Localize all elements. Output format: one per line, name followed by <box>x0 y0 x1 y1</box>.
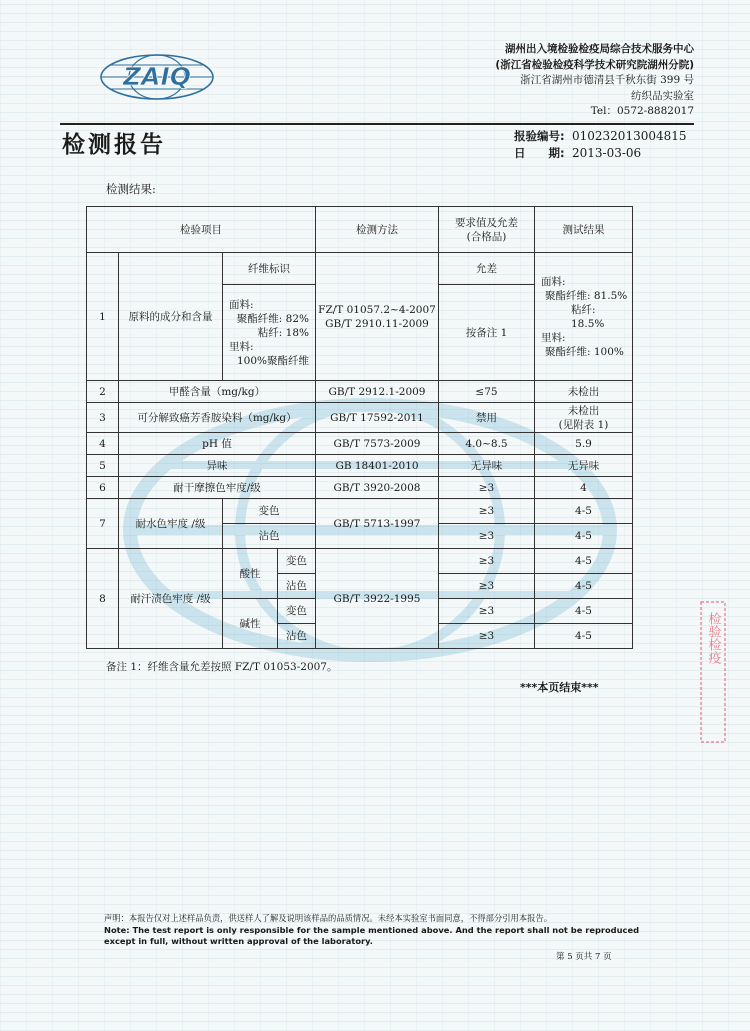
row-req: ≥3 <box>439 574 535 599</box>
group-label: 碱性 <box>223 599 278 649</box>
sub-label: 变色 <box>223 499 316 524</box>
row-req: ≥3 <box>439 624 535 649</box>
method-line: GB/T 2910.11-2009 <box>325 317 429 330</box>
org-lab: 纺织品实验室 <box>631 89 694 102</box>
row-req: ≥3 <box>439 599 535 624</box>
row-item: 原料的成分和含量 <box>119 253 223 381</box>
result-line: 粘纤: 18.5% <box>571 303 605 330</box>
result-line: 聚酯纤维: 100% <box>545 345 624 358</box>
row-no: 3 <box>87 403 119 433</box>
fiber-line: 聚酯纤维: 82% <box>236 312 309 325</box>
report-date-label: 日 期: <box>514 146 565 160</box>
row-result <box>535 403 633 433</box>
row-req: ≥3 <box>439 524 535 549</box>
row-no: 8 <box>87 549 119 649</box>
report-meta <box>514 128 687 162</box>
row-method: GB/T 7573-2009 <box>316 433 439 455</box>
row-item: 耐汗渍色牢度 /级 <box>119 549 223 649</box>
row-result <box>535 253 633 381</box>
disclaimer <box>104 913 664 948</box>
org-block <box>495 42 694 120</box>
header-rule <box>60 123 694 125</box>
sub-label: 变色 <box>278 549 316 574</box>
table-row <box>87 499 633 524</box>
table-header-row <box>87 207 633 253</box>
row-item: 耐水色牢度 /级 <box>119 499 223 549</box>
row-req-top: 允差 <box>439 253 535 285</box>
row-item: 甲醛含量（mg/kg） <box>119 381 316 403</box>
stamp-text: 检验检疫 <box>705 612 721 664</box>
row-result: 无异味 <box>535 455 633 477</box>
row-result: 4-5 <box>535 549 633 574</box>
disclaimer-cn: 声明：本报告仅对上述样品负责，供送样人了解及说明该样品的品质情况。未经本实验室书面同意，不得部分引用本报告。 <box>104 913 553 923</box>
header-method: 检测方法 <box>316 207 439 253</box>
row-no: 5 <box>87 455 119 477</box>
results-table <box>86 206 633 649</box>
row-method: GB/T 2912.1-2009 <box>316 381 439 403</box>
page-number: 第 5 页共 7 页 <box>556 952 612 962</box>
table-row <box>87 403 633 433</box>
row-method: GB/T 3920-2008 <box>316 477 439 499</box>
row-result: 4-5 <box>535 599 633 624</box>
row-req: 禁用 <box>439 403 535 433</box>
row-req: ≥3 <box>439 499 535 524</box>
org-subname: (浙江省检验检疫科学技术研究院湖州分院) <box>495 58 694 71</box>
fiber-line: 里料: <box>229 340 254 353</box>
fiber-line: 粘纤: 18% <box>257 326 309 339</box>
row-no: 2 <box>87 381 119 403</box>
result-line: (见附表 1) <box>558 418 609 431</box>
header-result: 测试结果 <box>535 207 633 253</box>
result-line: 未检出 <box>567 404 600 417</box>
result-line: 聚酯纤维: 81.5% <box>545 289 628 302</box>
result-line: 里料: <box>541 331 566 344</box>
group-label: 酸性 <box>223 549 278 599</box>
zaiq-logo <box>96 52 218 102</box>
sub-label: 变色 <box>278 599 316 624</box>
fiber-content <box>223 285 316 381</box>
row-no: 4 <box>87 433 119 455</box>
row-no: 7 <box>87 499 119 549</box>
header-requirement-line1: 要求值及允差 <box>455 216 518 229</box>
header-requirement <box>439 207 535 253</box>
end-of-page-marker: ***本页结束*** <box>520 681 599 694</box>
row-result: 4-5 <box>535 524 633 549</box>
sub-label: 沾色 <box>223 524 316 549</box>
row-req: ≥3 <box>439 549 535 574</box>
row-method: GB/T 5713-1997 <box>316 499 439 549</box>
row-method <box>316 253 439 381</box>
fiber-line: 面料: <box>229 298 254 311</box>
org-tel: Tel：0572-8882017 <box>590 105 694 117</box>
fiber-label: 纤维标识 <box>223 253 316 285</box>
row-method: GB/T 17592-2011 <box>316 403 439 433</box>
header-item: 检验项目 <box>87 207 316 253</box>
row-method: GB 18401-2010 <box>316 455 439 477</box>
row-result: 4-5 <box>535 574 633 599</box>
table-row <box>87 433 633 455</box>
row-result: 5.9 <box>535 433 633 455</box>
table-row <box>87 549 633 574</box>
row-req: 无异味 <box>439 455 535 477</box>
table-row <box>87 381 633 403</box>
table-row <box>87 455 633 477</box>
table-row <box>87 253 633 285</box>
row-req: ≥3 <box>439 477 535 499</box>
row-req: 按备注 1 <box>439 285 535 381</box>
row-result: 4 <box>535 477 633 499</box>
row-result: 未检出 <box>535 381 633 403</box>
footnote: 备注 1：纤维含量允差按照 FZ/T 01053-2007。 <box>106 661 338 673</box>
logo-text: ZAIQ <box>122 62 192 91</box>
method-line: FZ/T 01057.2~4-2007 <box>318 303 436 316</box>
row-result: 4-5 <box>535 499 633 524</box>
org-address: 浙江省湖州市德清县千秋东街 399 号 <box>520 74 694 86</box>
report-number: 010232013004815 <box>572 129 687 143</box>
sub-label: 沾色 <box>278 574 316 599</box>
row-item: 异味 <box>119 455 316 477</box>
disclaimer-en: Note: The test report is only responsible for the sample mentioned above. And the report shall not be reproduced except in full, without written approval of the laboratory. <box>104 924 640 946</box>
row-method: GB/T 3922-1995 <box>316 549 439 649</box>
red-seal-stamp <box>700 598 726 746</box>
org-name: 湖州出入境检验检疫局综合技术服务中心 <box>505 43 694 55</box>
row-no: 6 <box>87 477 119 499</box>
sub-label: 沾色 <box>278 624 316 649</box>
row-no: 1 <box>87 253 119 381</box>
report-number-label: 报验编号: <box>514 129 565 143</box>
fiber-line: 100%聚酯纤维 <box>236 354 309 367</box>
results-label: 检测结果: <box>106 182 156 196</box>
row-req: ≤75 <box>439 381 535 403</box>
result-line: 面料: <box>541 275 566 288</box>
row-req: 4.0~8.5 <box>439 433 535 455</box>
table-row <box>87 477 633 499</box>
report-title: 检测报告 <box>62 132 166 158</box>
header-requirement-line2: (合格品) <box>466 230 507 243</box>
row-item: pH 值 <box>119 433 316 455</box>
row-item: 可分解致癌芳香胺染料（mg/kg） <box>119 403 316 433</box>
report-date: 2013-03-06 <box>572 146 642 160</box>
row-item: 耐干摩擦色牢度/级 <box>119 477 316 499</box>
row-result: 4-5 <box>535 624 633 649</box>
